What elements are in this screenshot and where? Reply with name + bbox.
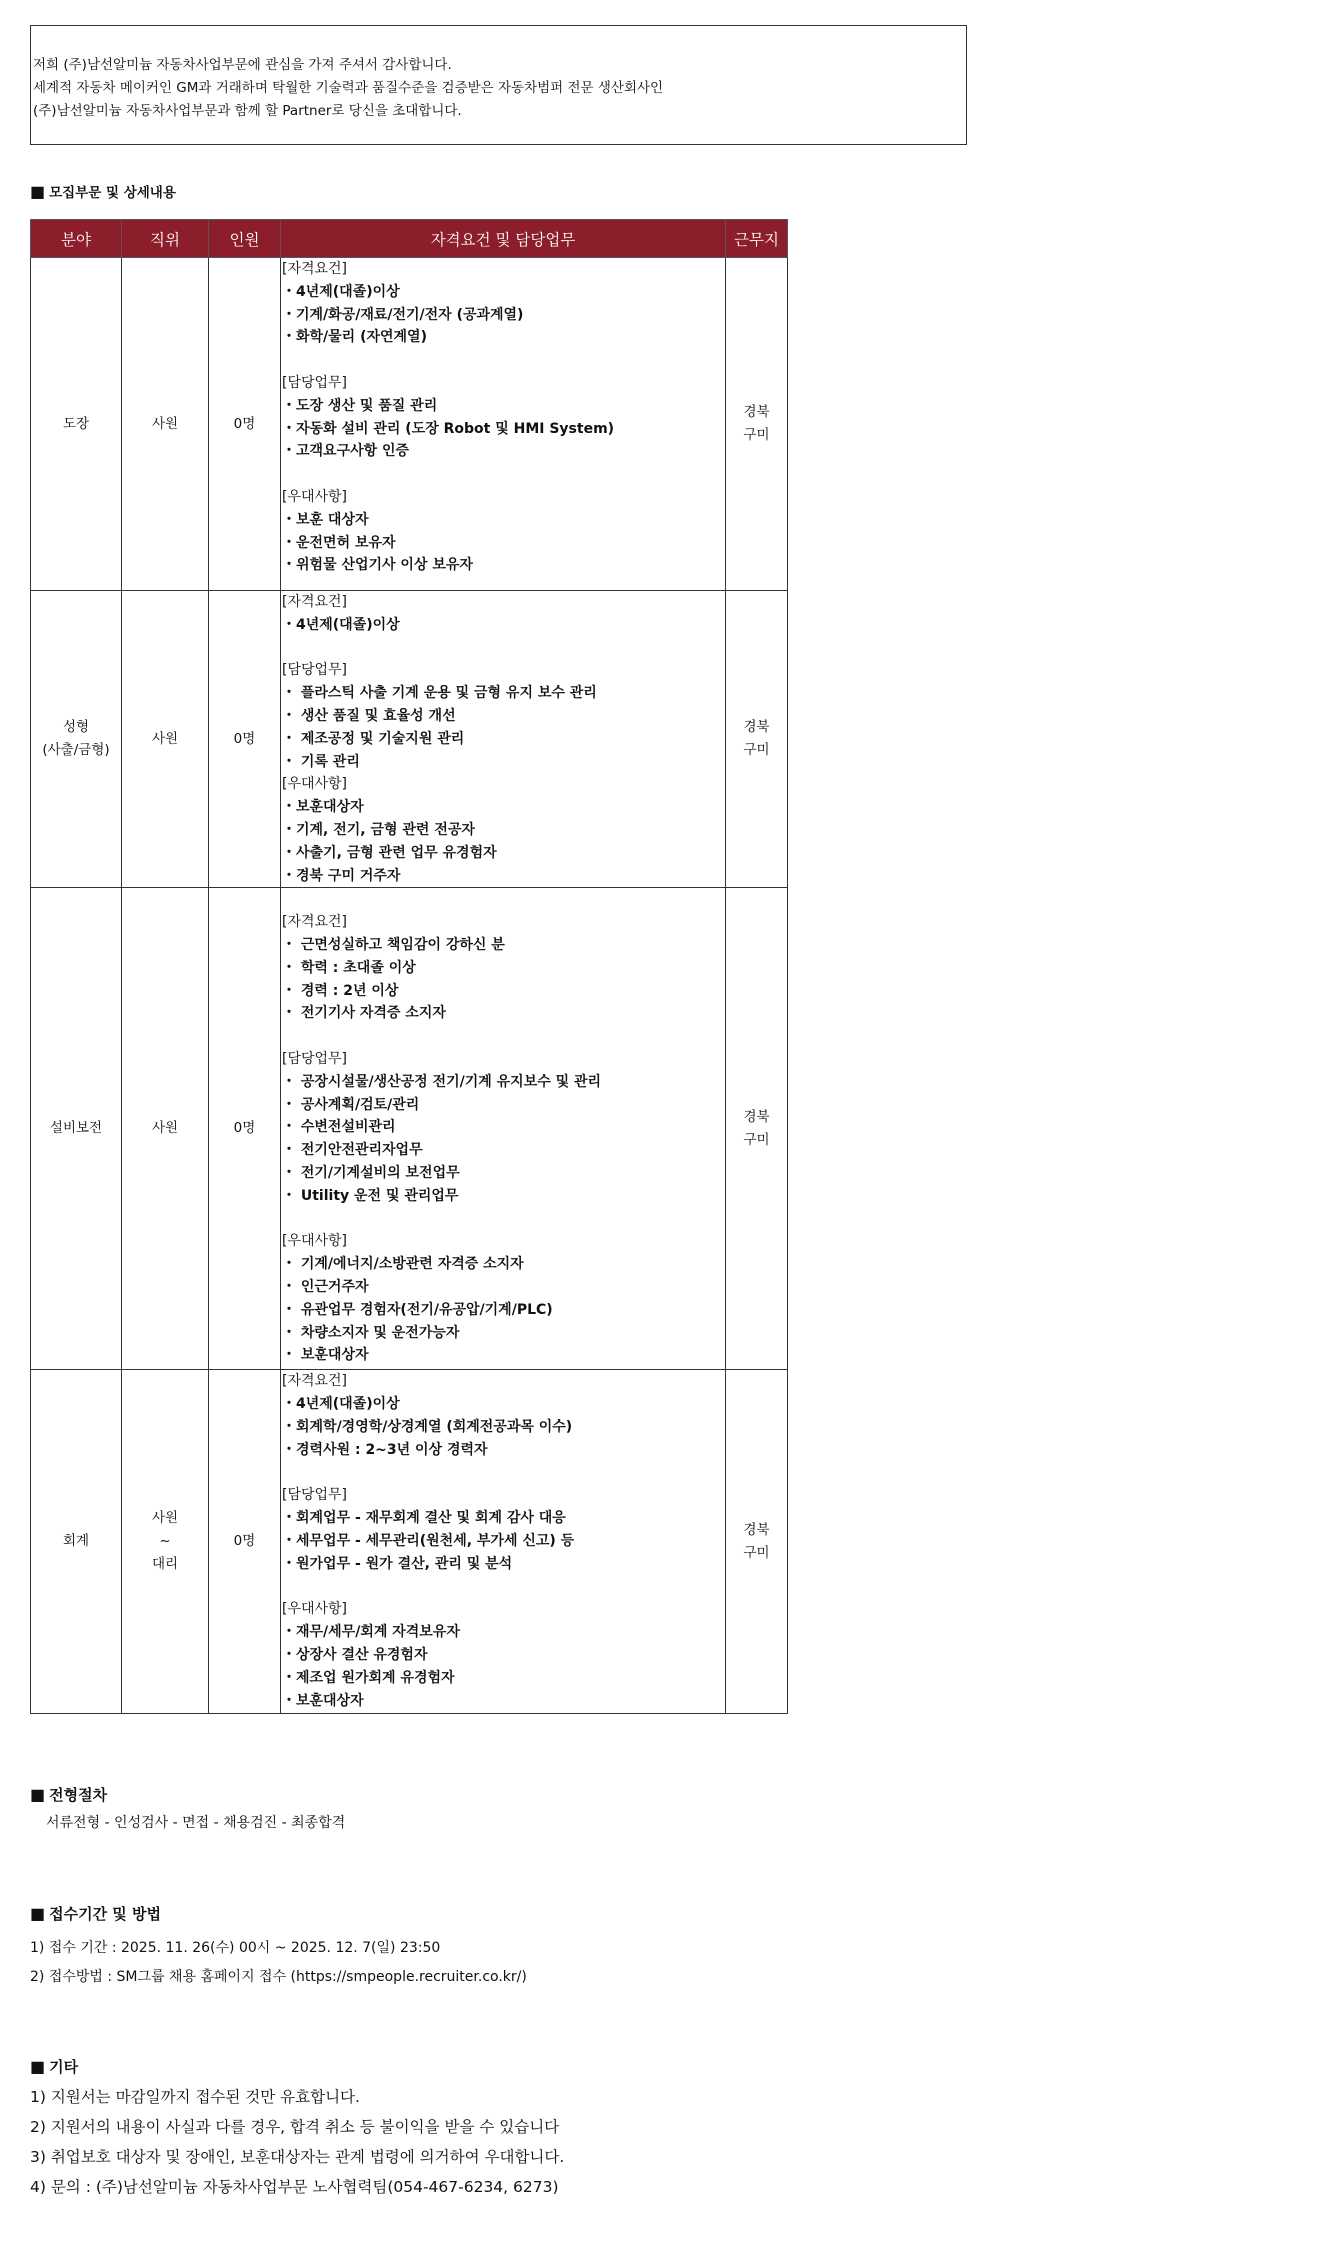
intro-line: (주)남선알미늄 자동차사업부문과 함께 할 Partner로 당신을 초대합니다. [33,103,462,119]
detail-line [282,888,725,911]
table-header-row [31,220,788,258]
position-cell-text: 사원 [151,1120,179,1137]
detail-line [282,637,725,660]
detail-line: ・위험물 산업기사 이상 보유자 [282,557,473,574]
detail-line: ・ 경력 : 2년 이상 [282,982,399,999]
intro-line: 저희 (주)남선알미늄 자동차사업부문에 관심을 가져 주셔서 감사합니다. [33,57,452,73]
position-cell [122,591,209,888]
location-cell [726,888,788,1370]
field-cell [31,1370,122,1714]
details-cell [281,888,726,1370]
detail-line: [담당업무] [282,1487,348,1504]
detail-line: ・사출기, 금형 관련 업무 유경험자 [282,844,497,861]
location-cell-text: 구미 [743,1131,770,1148]
process-section-title [30,1784,107,1805]
detail-line: [우대사항] [282,776,348,793]
detail-line: ・ 생산 품질 및 효율성 개선 [282,707,456,724]
location-cell-text: 경북 [743,1521,770,1538]
field-cell-text: 회계 [62,1533,90,1550]
detail-line: ・ 공사계획/검토/관리 [282,1096,420,1113]
detail-line: ・기계, 전기, 금형 관련 전공자 [282,821,475,838]
count-cell: 0명 [209,1370,281,1714]
detail-line: [담당업무] [282,374,348,391]
field-cell-text: (사출/금형) [42,742,110,759]
detail-line [282,1462,725,1485]
detail-line: ・보훈 대상자 [282,511,369,528]
detail-line: ・4년제(대졸)이상 [282,283,400,300]
table-row [31,888,788,1370]
details-cell [281,258,726,591]
detail-line: ・원가업무 - 원가 결산, 관리 및 분석 [282,1555,513,1572]
detail-line: ・재무/세무/회계 자격보유자 [282,1624,460,1641]
detail-line: ・ 제조공정 및 기술지원 관리 [282,730,465,747]
square-bullet-icon: ■ [30,182,46,201]
square-bullet-icon: ■ [30,1785,46,1804]
field-cell-text: 성형 [62,719,90,736]
detail-line: ・ Utility 운전 및 관리업무 [282,1187,459,1204]
detail-line: ・ 유관업무 경험자(전기/유공압/기계/PLC) [282,1301,553,1318]
location-cell [726,1370,788,1714]
detail-line: [우대사항] [282,1233,348,1250]
detail-line: ・ 보훈대상자 [282,1347,369,1364]
detail-line: ・회계학/경영학/상경계열 (회계전공과목 이수) [282,1418,573,1435]
detail-line: [자격요건] [282,914,348,931]
position-cell-text: ~ [159,1533,171,1550]
detail-line: ・ 전기안전관리자업무 [282,1142,423,1159]
detail-line: ・자동화 설비 관리 (도장 Robot 및 HMI System) [282,420,615,437]
header-count: 인원 [209,220,281,258]
detail-line: ・고객요구사항 인증 [282,443,410,460]
recruit-table [30,219,788,1714]
detail-line [282,349,725,372]
detail-line: ・경력사원 : 2~3년 이상 경력자 [282,1441,488,1458]
position-cell-text: 사원 [151,415,179,432]
table-row [31,258,788,591]
etc-item: 2) 지원서의 내용이 사실과 다를 경우, 합격 취소 등 불이익을 받을 수 있습니다 [30,2118,560,2136]
field-cell-text: 설비보전 [49,1120,103,1137]
location-cell-text: 구미 [743,427,770,443]
detail-line: [우대사항] [282,1601,348,1618]
field-cell [31,258,122,591]
detail-line [282,1025,725,1048]
etc-item: 1) 지원서는 마감일까지 접수된 것만 유효합니다. [30,2088,360,2106]
field-cell [31,591,122,888]
etc-title-text: 기타 [49,2058,79,2076]
position-cell-text: 사원 [151,730,179,747]
square-bullet-icon: ■ [30,2057,46,2076]
detail-line: ・ 학력 : 초대졸 이상 [282,959,416,976]
table-row [31,591,788,888]
apply-method: 2) 접수방법 : SM그룹 채용 홈페이지 접수 (https://smpeople.recruiter.co.kr/) [30,1969,527,1985]
process-title-text: 전형절차 [49,1786,108,1804]
detail-line: ・ 인근거주자 [282,1278,369,1295]
location-cell-text: 경북 [743,719,770,736]
detail-line: [자격요건] [282,594,348,610]
apply-section-title [30,1903,161,1924]
position-cell [122,258,209,591]
table-row [31,1370,788,1714]
detail-line: ・ 기계/에너지/소방관련 자격증 소지자 [282,1256,524,1273]
detail-line: ・ 플라스틱 사출 기계 운용 및 금형 유지 보수 관리 [282,685,597,702]
header-position: 직위 [122,220,209,258]
detail-line: ・세무업무 - 세무관리(원천세, 부가세 신고) 등 [282,1532,575,1549]
detail-line [282,463,725,486]
detail-line: ・운전면허 보유자 [282,534,396,551]
detail-line: [담당업무] [282,1050,348,1067]
apply-title-text: 접수기간 및 방법 [49,1905,162,1923]
detail-line: [자격요건] [282,1373,348,1390]
details-cell [281,591,726,888]
count-cell: 0명 [209,888,281,1370]
detail-line: ・4년제(대졸)이상 [282,616,400,633]
intro-box [30,25,967,145]
count-cell: 0명 [209,591,281,888]
header-details: 자격요건 및 담당업무 [281,220,726,258]
header-field: 분야 [31,220,122,258]
detail-line: ・ 전기기사 자격증 소지자 [282,1005,446,1022]
details-cell [281,1370,726,1714]
field-cell [31,888,122,1370]
detail-line: ・화학/물리 (자연계열) [282,329,427,346]
detail-line: ・기계/화공/재료/전기/전자 (공과계열) [282,306,524,323]
detail-line [282,1576,725,1599]
square-bullet-icon: ■ [30,1904,46,1923]
position-cell [122,888,209,1370]
detail-line: ・ 전기/기계설비의 보전업무 [282,1164,460,1181]
count-cell: 0명 [209,258,281,591]
detail-line: ・도장 생산 및 품질 관리 [282,397,438,414]
field-cell-text: 도장 [62,415,90,432]
etc-item: 4) 문의 : (주)남선알미늄 자동차사업부문 노사협력팀(054-467-6234, 6273) [30,2178,559,2196]
detail-line [282,1208,725,1231]
recruit-title-text: 모집부문 및 상세내용 [49,185,176,201]
location-cell-text: 구미 [743,742,770,759]
location-cell-text: 경북 [743,1108,770,1125]
position-cell-text: 대리 [151,1556,179,1573]
detail-line: ・회계업무 - 재무회계 결산 및 회계 감사 대응 [282,1510,566,1527]
detail-line: ・보훈대상자 [282,799,364,816]
location-cell [726,258,788,591]
etc-section-title [30,2056,78,2077]
header-location: 근무지 [726,220,788,258]
location-cell-text: 경북 [743,404,770,420]
detail-line: [우대사항] [282,488,348,505]
intro-line: 세계적 자동차 메이커인 GM과 거래하며 탁월한 기술력과 품질수준을 검증받은 자동차범퍼 전문 생산회사인 [33,80,664,96]
detail-line: [자격요건] [282,261,348,277]
location-cell [726,591,788,888]
detail-line: ・ 차량소지자 및 운전가능자 [282,1324,460,1341]
detail-line: ・ 근면성실하고 책임감이 강하신 분 [282,936,505,953]
process-text: 서류전형 - 인성검사 - 면접 - 채용검진 - 최종합격 [46,1815,346,1831]
detail-line: ・ 기록 관리 [282,753,360,770]
position-cell [122,1370,209,1714]
detail-line: ・경북 구미 거주자 [282,867,401,884]
position-cell-text: 사원 [151,1510,179,1527]
location-cell-text: 구미 [743,1544,770,1561]
recruit-section-title [30,181,176,201]
detail-line: ・ 수변전설비관리 [282,1119,396,1136]
apply-period: 1) 접수 기간 : 2025. 11. 26(수) 00시 ~ 2025. 12. 7(일) 23:50 [30,1940,441,1956]
detail-line: ・상장사 결산 유경험자 [282,1646,428,1663]
detail-line: ・보훈대상자 [282,1692,364,1709]
detail-line: ・4년제(대졸)이상 [282,1396,400,1413]
detail-line: [담당업무] [282,662,348,679]
detail-line: ・ 공장시설물/생산공정 전기/기계 유지보수 및 관리 [282,1073,602,1090]
etc-item: 3) 취업보호 대상자 및 장애인, 보훈대상자는 관계 법령에 의거하여 우대합니다. [30,2148,565,2166]
detail-line: ・제조업 원가회계 유경험자 [282,1669,455,1686]
